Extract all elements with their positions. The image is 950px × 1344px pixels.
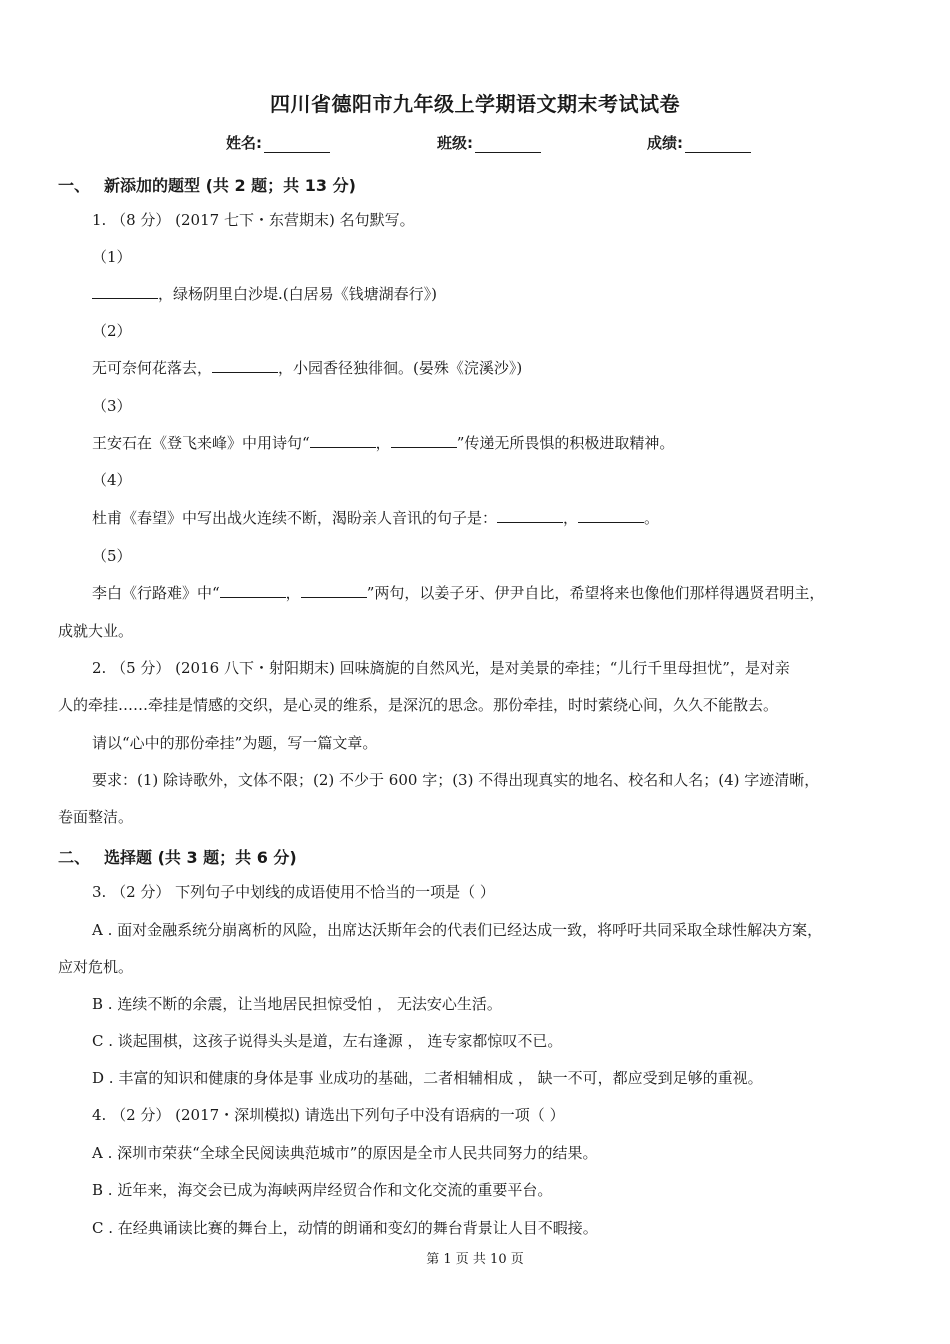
score-field	[647, 132, 751, 153]
fill-text: ，	[563, 509, 579, 527]
answer-blank[interactable]	[212, 358, 278, 373]
score-label: 成绩:	[647, 134, 683, 152]
fill-text: ，绿杨阴里白沙堤.(白居易《钱塘湖春行》)	[158, 285, 437, 303]
page-footer: 第 1 页 共 10 页	[426, 1252, 524, 1267]
section-title: 新添加的题型 (共 2 题；共 13 分)	[104, 176, 356, 195]
fill-text: ，小园香径独徘徊。(晏殊《浣溪沙》)	[278, 359, 523, 377]
sub-question-text	[92, 284, 437, 304]
fill-text: ，	[375, 434, 391, 452]
section-number: 一、	[58, 176, 91, 195]
page-title: 四川省德阳市九年级上学期语文期末考试试卷	[270, 92, 680, 116]
sub-question-label: （1）	[92, 248, 132, 266]
essay-requirements: 要求：(1) 除诗歌外，文体不限；(2) 不少于 600 字；(3) 不得出现真实的地名、校名和人名；(4) 字迹清晰，	[92, 771, 820, 789]
name-blank[interactable]	[264, 136, 330, 153]
essay-requirements-cont: 卷面整洁。	[58, 808, 134, 826]
sub-question-text	[92, 508, 659, 528]
class-field	[437, 132, 541, 153]
question-stem: 2. （5 分） (2016 八下・射阳期末) 回味旖旎的自然风光，是对美景的牵挂；“儿行千里母担忧”，是对亲	[92, 659, 790, 677]
answer-blank[interactable]	[92, 284, 158, 299]
name-label: 姓名:	[226, 134, 262, 152]
sub-question-label: （3）	[92, 397, 132, 415]
answer-blank[interactable]	[578, 508, 644, 523]
answer-blank[interactable]	[220, 583, 286, 598]
class-blank[interactable]	[475, 136, 541, 153]
sub-question-text	[92, 358, 522, 378]
question-stem: 4. （2 分） (2017・深圳模拟) 请选出下列句子中没有语病的一项（ ）	[92, 1106, 565, 1124]
fill-text: 。	[644, 509, 660, 527]
section-number: 二、	[58, 848, 91, 867]
sub-question-label: （5）	[92, 547, 132, 565]
option-a[interactable]: A . 深圳市荣获“全球全民阅读典范城市”的原因是全市人民共同努力的结果。	[92, 1144, 598, 1162]
answer-blank[interactable]	[310, 433, 376, 448]
option-c[interactable]: C . 谈起围棋，这孩子说得头头是道，左右逢源 ， 连专家都惊叹不已。	[92, 1032, 563, 1050]
student-info-row	[0, 132, 950, 154]
sub-question-text-cont: 成就大业。	[58, 622, 134, 640]
fill-text: 杜甫《春望》中写出战火连续不断，渴盼亲人音讯的句子是：	[92, 509, 498, 527]
answer-blank[interactable]	[497, 508, 563, 523]
essay-prompt: 请以“心中的那份牵挂”为题，写一篇文章。	[92, 734, 378, 752]
fill-text: ”两句，以姜子牙、伊尹自比，希望将来也像他们那样得遇贤君明主，	[366, 584, 825, 602]
section-heading	[58, 845, 297, 868]
option-b[interactable]: B . 近年来，海交会已成为海峡两岸经贸合作和文化交流的重要平台。	[92, 1181, 553, 1199]
sub-question-text	[92, 583, 824, 603]
section-title: 选择题 (共 3 题；共 6 分)	[104, 848, 297, 867]
fill-text: 王安石在《登飞来峰》中用诗句“	[92, 434, 310, 452]
sub-question-label: （4）	[92, 471, 132, 489]
sub-question-label: （2）	[92, 322, 132, 340]
option-b[interactable]: B . 连续不断的余震，让当地居民担惊受怕 ， 无法安心生活。	[92, 995, 502, 1013]
option-d[interactable]: D . 丰富的知识和健康的身体是事 业成功的基础，二者相辅相成 ， 缺一不可，都应受到足够的重视。	[92, 1069, 763, 1087]
question-stem-cont: 人的牵挂……牵挂是情感的交织，是心灵的维系，是深沉的思念。那份牵挂，时时萦绕心间，久久不能散去。	[58, 696, 779, 714]
option-a-cont: 应对危机。	[58, 958, 134, 976]
fill-text: ，	[285, 584, 301, 602]
answer-blank[interactable]	[301, 583, 367, 598]
name-field	[226, 132, 330, 153]
option-a[interactable]: A . 面对金融系统分崩离析的风险，出席达沃斯年会的代表们已经达成一致，将呼吁共同采取全球性解决方案，	[92, 921, 823, 939]
fill-text: 李白《行路难》中“	[92, 584, 220, 602]
class-label: 班级:	[437, 134, 473, 152]
question-stem: 3. （2 分） 下列句子中划线的成语使用不恰当的一项是（ ）	[92, 883, 495, 901]
section-heading	[58, 173, 356, 196]
sub-question-text	[92, 433, 674, 453]
fill-text: 无可奈何花落去，	[92, 359, 213, 377]
answer-blank[interactable]	[391, 433, 457, 448]
question-stem: 1. （8 分） (2017 七下・东营期末) 名句默写。	[92, 211, 415, 229]
fill-text: ”传递无所畏惧的积极进取精神。	[456, 434, 675, 452]
option-c[interactable]: C . 在经典诵读比赛的舞台上，动情的朗诵和变幻的舞台背景让人目不暇接。	[92, 1219, 598, 1237]
score-blank[interactable]	[685, 136, 751, 153]
